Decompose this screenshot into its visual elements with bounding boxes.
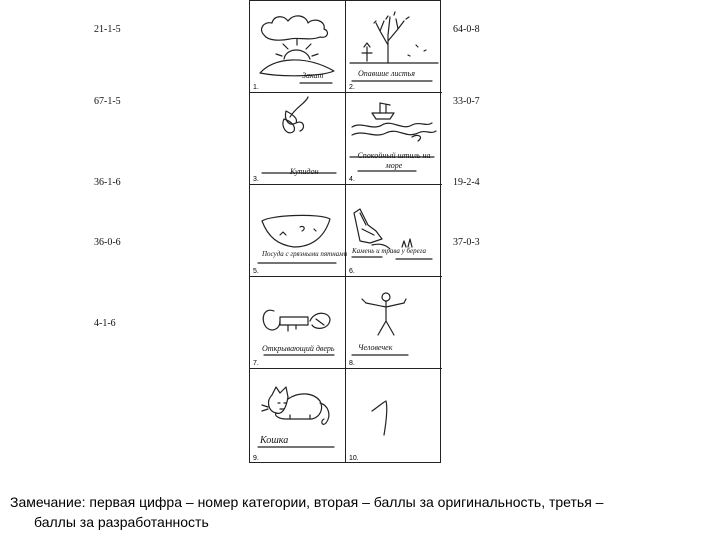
code-left-5: 4-1-6 (94, 318, 116, 329)
footnote-line-2: баллы за разработанность (34, 514, 209, 530)
caption-3: Купидон (290, 167, 319, 176)
drawing-cell-1 (250, 1, 346, 93)
key-drawing (250, 277, 346, 369)
code-left-4: 36-0-6 (94, 237, 121, 248)
drawing-cell-2 (346, 1, 442, 93)
caption-2: Опавшие листья (358, 69, 416, 78)
cat-drawing (250, 369, 346, 461)
tree-drawing (346, 1, 442, 93)
cell-number-4: 4. (349, 176, 355, 183)
drawing-cell-6 (346, 185, 442, 277)
cell-number-9: 9. (253, 455, 259, 462)
cell-number-10: 10. (349, 455, 359, 462)
cell-number-3: 3. (253, 176, 259, 183)
drawing-cell-5 (250, 185, 346, 277)
footnote-line-1: Замечание: первая цифра – номер категории, вторая – баллы за оригинальность, третья – (10, 494, 604, 510)
caption-9: Кошка (260, 435, 289, 446)
cell-number-6: 6. (349, 268, 355, 275)
code-right-4: 37-0-3 (453, 237, 480, 248)
drawing-grid (249, 0, 441, 463)
drawing-cell-10 (346, 369, 442, 463)
cell-number-5: 5. (253, 268, 259, 275)
code-right-3: 19-2-4 (453, 177, 480, 188)
code-left-2: 67-1-5 (94, 96, 121, 107)
code-right-1: 64-0-8 (453, 24, 480, 35)
cell-number-7: 7. (253, 360, 259, 367)
cell-number-8: 8. (349, 360, 355, 367)
cell-number-1: 1. (253, 84, 259, 91)
cell-number-2: 2. (349, 84, 355, 91)
drawing-cell-4 (346, 93, 442, 185)
drawing-cell-8 (346, 277, 442, 369)
caption-7: Открывающий дверь (262, 344, 335, 353)
caption-1: Закат (302, 71, 324, 80)
footnote (10, 492, 700, 532)
sea-ship-drawing (346, 93, 442, 185)
code-right-2: 33-0-7 (453, 96, 480, 107)
drawing-cell-7 (250, 277, 346, 369)
stone-drawing (346, 185, 442, 277)
caption-4: Спокойный штиль на море (357, 151, 431, 170)
stick-figure-drawing (346, 277, 442, 369)
squiggle-drawing (346, 369, 442, 461)
dish-drawing (250, 185, 346, 277)
code-left-1: 21-1-5 (94, 24, 121, 35)
drawing-cell-3 (250, 93, 346, 185)
code-left-3: 36-1-6 (94, 177, 121, 188)
caption-8: Человечек (358, 343, 393, 352)
caption-5: Посуда с грязными пятнами (262, 250, 348, 258)
caption-6: Камень и трава у берега (352, 247, 426, 255)
drawing-cell-9 (250, 369, 346, 463)
sunset-drawing (250, 1, 346, 93)
